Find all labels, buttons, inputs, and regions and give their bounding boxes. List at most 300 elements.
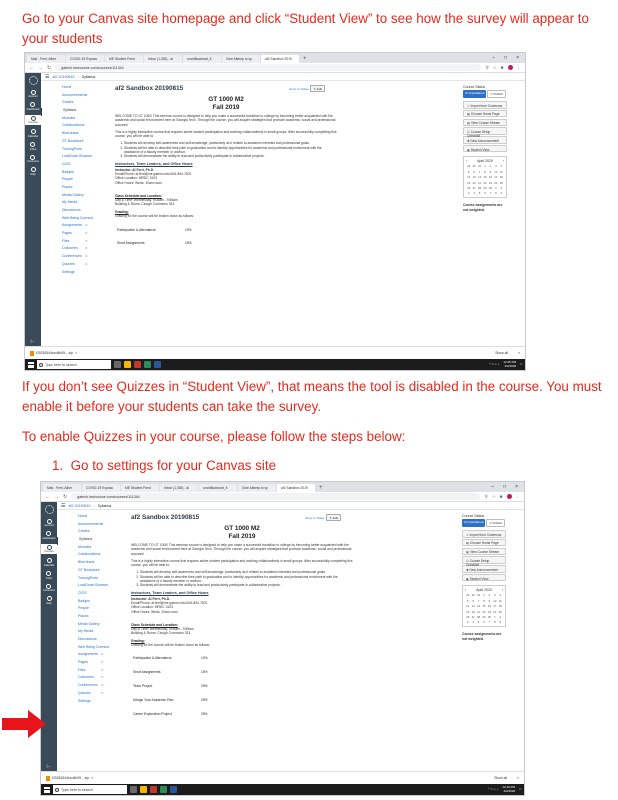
browser-tab[interactable]: Mail - Ferri, Alber	[43, 484, 81, 492]
download-item[interactable]: f25281544ecd4b05....zip ˄	[30, 351, 77, 356]
calendar-day[interactable]: 29	[466, 593, 470, 598]
calendar-day[interactable]: 28	[478, 186, 482, 191]
calendar-day[interactable]: 1	[483, 593, 485, 598]
instructor-name: Instructor: Al Ferri, Ph.D.	[115, 167, 155, 172]
close-downloads-icon[interactable]: ×	[517, 776, 519, 780]
edit-button[interactable]: ✎ Edit	[326, 514, 341, 521]
instructor-email: Email/Phone: al.ferri@me.gatech.edu/404-894-7502	[115, 171, 192, 176]
calendar-day[interactable]: 7	[477, 598, 480, 603]
calendar-day[interactable]: 9	[499, 620, 502, 625]
word-icon[interactable]	[154, 361, 161, 368]
global-nav-inbox[interactable]: Inbox	[30, 142, 36, 151]
objectives-list	[131, 570, 353, 587]
course-nav-bookstore[interactable]: GT Bookstore	[62, 138, 84, 143]
course-nav-syllabus[interactable]: Syllabus	[41, 108, 81, 116]
taskbar-search[interactable]: Type here to search	[37, 360, 111, 369]
calendar-day[interactable]: 26	[466, 615, 470, 620]
browser-tab-active[interactable]: af2 Sandbox 2019	[261, 55, 299, 63]
choose-home-page-button[interactable]: ▤ Choose Home Page	[463, 110, 507, 118]
calendar-next-icon[interactable]: ›	[501, 588, 503, 593]
collapse-nav-icon[interactable]: |←	[30, 338, 36, 343]
course-nav-people[interactable]: People	[78, 606, 89, 611]
breadcrumb-separator: ›	[93, 503, 95, 508]
windows-start-icon[interactable]	[44, 787, 50, 793]
calendar-day[interactable]: 17	[494, 175, 498, 180]
taskbar-search[interactable]: Type here to search	[53, 785, 127, 794]
chrome-icon[interactable]	[160, 786, 167, 793]
objective-item: 1. Students will develop self-awareness and self-knowledge, particularly as it relates to academic interests and professional goals.	[140, 570, 353, 574]
course-nav-files[interactable]: Files ⊘	[62, 238, 88, 243]
calendar-day[interactable]: 27	[471, 615, 475, 620]
calendar-day[interactable]: 4	[472, 620, 474, 625]
instructor-office: Office Location: MRDC 3103	[131, 605, 173, 610]
calendar-day[interactable]: 24	[493, 609, 497, 614]
course-nav-piazza[interactable]: Piazza	[62, 184, 73, 189]
browser-tab[interactable]: Inbox (1,036) - al	[160, 484, 198, 492]
menu-icon[interactable]: ⋮	[515, 493, 520, 499]
edit-button[interactable]: ✎ Edit	[310, 85, 325, 92]
student-view-button[interactable]: ◉ Student View	[463, 145, 507, 153]
calendar-day[interactable]: 23	[487, 609, 491, 614]
grading-note: Grading for the course will be broken down as follows:	[131, 643, 210, 648]
calendar-day[interactable]: 15	[482, 604, 486, 609]
calendar-day[interactable]: 10	[494, 169, 498, 174]
course-nav-conferences[interactable]: Conferences ⊘	[78, 683, 104, 688]
breadcrumb-course[interactable]: af2 20190815	[52, 74, 75, 79]
course-nav-web-being[interactable]: Web Being Connect	[78, 644, 110, 649]
course-navigation	[41, 85, 94, 277]
maximize-icon[interactable]: □	[504, 55, 508, 61]
course-nav-modules[interactable]: Modules	[62, 115, 76, 120]
extension-icon[interactable]: ■	[500, 65, 504, 70]
course-nav-discussions[interactable]: Discussions	[78, 637, 97, 641]
reload-icon[interactable]: ↻	[47, 64, 52, 71]
cortana-icon	[39, 363, 43, 367]
calendar-day[interactable]: 29	[483, 186, 487, 191]
calendar-day[interactable]: 18	[499, 175, 503, 180]
browser-tab[interactable]: ME Student Feed	[121, 484, 159, 492]
calendar-day[interactable]: 4	[473, 191, 475, 196]
calendar-day[interactable]: 14	[478, 175, 482, 180]
red-arrow-icon	[2, 710, 46, 738]
calendar-day[interactable]: 8	[494, 620, 496, 625]
tray-icons[interactable]: ⌃ □ ♨ ♪	[488, 361, 500, 366]
course-term: Fall 2019	[228, 533, 256, 540]
step-1-number: 1.	[52, 458, 64, 473]
calendar-day[interactable]: 7	[489, 191, 492, 196]
breadcrumb-separator: ›	[77, 74, 79, 79]
calendar-day[interactable]: 30	[471, 593, 475, 598]
calendar-day[interactable]: 7	[478, 169, 481, 174]
calendar-day[interactable]: 17	[493, 604, 497, 609]
objective-item: 1. Students will develop self-awareness and self-knowledge, particularly as it relates to academic interests and professional goals.	[124, 141, 337, 145]
calendar-day[interactable]: 20	[471, 609, 475, 614]
hidden-eye-icon: ⊘	[101, 667, 104, 672]
browser-tab[interactable]: Mail - Ferri, Alber	[27, 55, 65, 63]
course-nav-conferences[interactable]: Conferences ⊘	[62, 254, 88, 259]
file-explorer-icon[interactable]	[124, 361, 131, 368]
calendar-day[interactable]: 8	[483, 598, 485, 603]
calendar-day[interactable]: 25	[499, 180, 503, 185]
course-nav-grades[interactable]: Grades	[62, 100, 74, 105]
global-nav-courses[interactable]: Courses	[41, 544, 57, 555]
back-icon[interactable]: ←	[29, 64, 34, 71]
view-course-stream-button[interactable]: ▤ View Course Stream	[462, 548, 506, 556]
course-nav-assignments[interactable]: Assignments ⊘	[78, 652, 104, 657]
course-nav-quizzes[interactable]: Quizzes ⊘	[62, 261, 88, 266]
calendar-day[interactable]: 2	[499, 615, 502, 620]
collapse-nav-icon[interactable]: |←	[46, 763, 52, 768]
calendar-day[interactable]: 6	[484, 191, 486, 196]
star-icon[interactable]: ☆	[491, 493, 496, 499]
instructor-email: Email/Phone: al.ferri@me.gatech.edu/404-894-7502	[131, 600, 208, 605]
calendar-day[interactable]: 5	[466, 598, 469, 603]
calendar-day[interactable]: 6	[483, 620, 485, 625]
calendar-day[interactable]: 16	[487, 604, 491, 609]
new-announcement-button[interactable]: ✚ New Announcement	[463, 136, 507, 144]
calendar-day[interactable]: 7	[488, 620, 491, 625]
calendar-day[interactable]: 6	[472, 598, 474, 603]
calendar-day[interactable]: 2	[500, 186, 503, 191]
calendar-prev-icon[interactable]: ‹	[465, 588, 467, 593]
calendar-day[interactable]: 4	[500, 164, 503, 169]
browser-tab[interactable]: covidflowchart_fi	[199, 484, 237, 492]
calendar-day[interactable]: 30	[487, 615, 491, 620]
course-nav-settings[interactable]: Settings	[62, 269, 75, 274]
zoom-icon[interactable]: ⚲	[484, 493, 488, 499]
hidden-eye-icon: ⊘	[101, 690, 104, 695]
jump-to-today-link[interactable]: Jump to Today	[289, 86, 309, 91]
calendar-next-icon[interactable]: ›	[502, 159, 504, 164]
calendar-day[interactable]: 12	[466, 604, 470, 609]
course-nav-media-gallery[interactable]: Media Gallery	[78, 621, 100, 626]
task-view-icon[interactable]	[130, 786, 137, 793]
close-icon[interactable]: ×	[516, 55, 519, 61]
syllabus-content	[131, 514, 353, 716]
course-code: GT 1000 M2	[224, 525, 260, 532]
calendar-day[interactable]: 2	[489, 164, 492, 169]
close-downloads-icon[interactable]: ×	[518, 351, 520, 355]
schedule-time: Day & Time: Wednesday, 9:05am - 9:55am	[115, 197, 178, 202]
canvas-screenshot-top	[24, 52, 526, 371]
import-commons-button[interactable]: ⇩ Import from Commons	[462, 530, 506, 538]
hamburger-icon[interactable]: ☰	[61, 502, 66, 509]
url-input[interactable]: gatech.instructure.com/courses/111344	[71, 493, 480, 500]
hamburger-icon[interactable]: ☰	[45, 73, 50, 80]
view-course-stream-button[interactable]: ▤ View Course Stream	[463, 119, 507, 127]
global-nav-calendar[interactable]: Calendar	[44, 558, 55, 567]
calendar-day[interactable]: 4	[499, 593, 502, 598]
calendar-day[interactable]: 26	[467, 186, 471, 191]
enable-quizzes-intro: To enable Quizzes in your course, please follow the steps below:	[22, 429, 406, 444]
course-nav-web-being[interactable]: Web Being Connect	[62, 215, 94, 220]
course-nav-bookstore[interactable]: GT Bookstore	[78, 567, 100, 572]
calendar-day[interactable]: 1	[495, 186, 497, 191]
gatech-logo[interactable]	[29, 76, 38, 86]
minimize-icon[interactable]: –	[492, 55, 496, 61]
tray-icons[interactable]: ⌃ □ ♨ ♪	[487, 786, 499, 791]
course-nav-announcements[interactable]: Announcements	[62, 92, 88, 97]
calendar-day[interactable]: 9	[500, 191, 503, 196]
new-tab-button[interactable]: +	[303, 56, 307, 62]
calendar-day[interactable]: 21	[478, 180, 482, 185]
forward-icon[interactable]: →	[38, 64, 43, 71]
calendar-day[interactable]: 19	[467, 180, 471, 185]
calendar-day[interactable]: 19	[466, 609, 470, 614]
new-tab-button[interactable]: +	[319, 485, 323, 491]
breadcrumb-course[interactable]: af2 20190815	[68, 503, 91, 508]
notification-icon[interactable]: □	[520, 361, 522, 366]
breadcrumb	[57, 502, 524, 510]
course-nav-collaborations[interactable]: Collaborations	[62, 123, 85, 128]
menu-icon[interactable]: ⋮	[516, 64, 521, 70]
quizzes-note: If you don’t see Quizzes in “Student View”, that means the tool is disabled in the course. You must enable it before your students can take the survey.	[22, 379, 602, 414]
course-nav-piazza[interactable]: Piazza	[78, 613, 89, 618]
chevron-up-icon[interactable]: ˄	[75, 351, 78, 355]
calendar-day[interactable]: 3	[466, 620, 469, 625]
course-navigation	[57, 514, 110, 706]
calendar-day[interactable]: 2	[488, 593, 491, 598]
student-view-button[interactable]: ◉ Student View	[462, 574, 506, 582]
calendar-day[interactable]: 6	[473, 169, 475, 174]
calendar-day[interactable]: 1	[494, 615, 496, 620]
browser-tab[interactable]: ME Student Feed	[105, 55, 143, 63]
choose-home-page-button[interactable]: ▤ Choose Home Page	[462, 539, 506, 547]
calendar-day[interactable]: 3	[495, 164, 497, 169]
calendar-day[interactable]: 3	[467, 191, 470, 196]
course-nav-syllabus[interactable]: Syllabus	[57, 537, 97, 545]
global-nav-commons[interactable]: Commons	[27, 155, 39, 164]
browser-tabbar	[41, 482, 524, 492]
course-status-label: Course Status	[462, 514, 485, 518]
calendar-day[interactable]: 11	[499, 169, 503, 174]
calendar-day[interactable]: 12	[467, 175, 471, 180]
course-nav-turningpoint[interactable]: TurningPoint	[78, 575, 98, 580]
calendar-day[interactable]: 18	[498, 604, 502, 609]
import-commons-button[interactable]: ⇩ Import from Commons	[463, 101, 507, 109]
course-nav-media-gallery[interactable]: Media Gallery	[62, 192, 84, 197]
minimize-icon[interactable]: –	[491, 484, 495, 490]
browser-tab[interactable]: Give Attemp to sy	[222, 55, 260, 63]
breadcrumb	[41, 73, 525, 81]
profile-avatar[interactable]	[508, 65, 513, 70]
calendar-day[interactable]: 5	[477, 620, 480, 625]
publish-button[interactable]: ✔ Publish	[486, 519, 505, 527]
course-nav-my-media[interactable]: My Media	[62, 200, 78, 205]
calendar-day[interactable]: 9	[488, 598, 491, 603]
calendar-day[interactable]: 8	[495, 191, 497, 196]
course-nav-pages[interactable]: Pages ⊘	[62, 231, 88, 236]
course-nav-outcomes[interactable]: Outcomes ⊘	[78, 675, 104, 680]
calendar-day[interactable]: 20	[472, 180, 476, 185]
calendar-day[interactable]: 10	[493, 598, 497, 603]
global-nav-calendar[interactable]: Calendar	[28, 129, 39, 138]
course-nav-settings[interactable]: Settings	[78, 698, 91, 703]
calendar-day[interactable]: 30	[472, 164, 476, 169]
calendar-day[interactable]: 30	[488, 186, 492, 191]
close-icon[interactable]: ×	[515, 484, 518, 490]
syllabus-content	[115, 85, 337, 245]
calendar-day[interactable]: 31	[477, 593, 481, 598]
calendar-day[interactable]: 22	[482, 609, 486, 614]
global-nav-dashboard[interactable]: Dashboard	[27, 102, 40, 111]
grade-row: Team Project 25%	[133, 683, 208, 688]
calendar-day[interactable]: 29	[482, 615, 486, 620]
chevron-up-icon[interactable]: ˄	[91, 776, 94, 780]
calendar-day[interactable]: 21	[477, 609, 481, 614]
calendar-month: April 2020	[477, 159, 493, 164]
calendar-day[interactable]: 29	[467, 164, 471, 169]
global-nav-help[interactable]: Help	[30, 167, 35, 176]
zoom-icon[interactable]: ⚲	[485, 64, 489, 70]
browser-tab[interactable]: COVID-19 Exposu	[66, 55, 104, 63]
course-nav-collaborations[interactable]: Collaborations	[78, 552, 101, 557]
browser-tab[interactable]: Inbox (1,036) - al	[144, 55, 182, 63]
course-nav-announcements[interactable]: Announcements	[78, 521, 104, 526]
calendar-day[interactable]: 15	[483, 175, 487, 180]
grade-row: Participation & Attendance 10%	[117, 227, 192, 232]
forward-icon[interactable]: →	[54, 493, 59, 500]
course-nav-modules[interactable]: Modules	[78, 544, 92, 549]
global-nav-help[interactable]: Help	[46, 596, 51, 605]
publish-button[interactable]: ✔ Publish	[487, 90, 506, 98]
course-nav-assignments[interactable]: Assignments ⊘	[62, 223, 88, 228]
global-nav-account[interactable]: Account	[28, 90, 37, 99]
calendar-day[interactable]: 16	[488, 175, 492, 180]
system-tray	[487, 786, 521, 793]
calendar-day[interactable]: 31	[478, 164, 482, 169]
calendar-day[interactable]: 27	[472, 186, 476, 191]
url-input[interactable]: gatech.instructure.com/courses/111344	[55, 64, 481, 71]
powerpoint-icon[interactable]	[134, 361, 141, 368]
course-nav-files[interactable]: Files ⊘	[78, 667, 104, 672]
download-item[interactable]: f25281544ecd4b05....zip ˄	[46, 776, 93, 781]
calendar-prev-icon[interactable]: ‹	[466, 159, 468, 164]
global-nav-commons[interactable]: Commons	[43, 584, 55, 593]
clock-time: 12:16 PM	[502, 784, 516, 789]
global-nav-courses[interactable]: Courses	[25, 115, 41, 126]
calendar-day[interactable]: 5	[467, 169, 470, 174]
grade-row: Short Assignments 15%	[133, 669, 208, 674]
gatech-logo[interactable]	[45, 505, 54, 515]
course-setup-checklist-button[interactable]: ☑ Course Setup Checklist	[463, 127, 507, 135]
course-setup-checklist-button[interactable]: ☑ Course Setup Checklist	[462, 556, 506, 564]
schedule-info	[131, 627, 353, 636]
back-icon[interactable]: ←	[45, 493, 50, 500]
calendar-day[interactable]: 13	[472, 175, 476, 180]
calendar-day[interactable]: 23	[488, 180, 492, 185]
schedule-info	[115, 198, 337, 207]
course-nav-my-media[interactable]: My Media	[78, 629, 94, 634]
calendar-day[interactable]: 1	[484, 164, 486, 169]
grade-row: Career Exploration Project 25%	[133, 711, 208, 716]
profile-avatar[interactable]	[507, 494, 512, 499]
course-nav-lockdown[interactable]: LockDown Browser	[62, 154, 93, 159]
browser-tab-active[interactable]: af2 Sandbox 2019	[277, 484, 315, 492]
clock-date: 4/2/2020	[504, 363, 517, 368]
course-nav-cios[interactable]: CIOS	[62, 161, 71, 166]
calendar-day[interactable]: 3	[494, 593, 496, 598]
calendar-day[interactable]: 24	[494, 180, 498, 185]
maximize-icon[interactable]: □	[503, 484, 507, 490]
file-icon	[46, 776, 50, 781]
calendar-day[interactable]: 28	[477, 615, 481, 620]
course-code: GT 1000 M2	[208, 96, 244, 103]
chrome-icon[interactable]	[144, 361, 151, 368]
schedule-room: Building & Room: Clough Commons 323	[131, 631, 191, 636]
global-nav-inbox[interactable]: Inbox	[46, 571, 52, 580]
calendar-days	[465, 593, 503, 624]
windows-taskbar	[25, 359, 525, 370]
course-nav-grades[interactable]: Grades	[78, 529, 90, 534]
calendar-day[interactable]: 14	[477, 604, 481, 609]
schedule-heading: Class Schedule and Location:	[131, 622, 178, 627]
calendar-day[interactable]: 5	[478, 191, 481, 196]
reload-icon[interactable]: ↻	[63, 493, 68, 500]
notification-icon[interactable]: □	[519, 786, 521, 791]
browser-tab[interactable]: COVID-19 Exposu	[82, 484, 120, 492]
new-announcement-button[interactable]: ✚ New Announcement	[462, 565, 506, 573]
jump-to-today-link[interactable]: Jump to Today	[305, 515, 325, 520]
address-bar-row	[25, 63, 525, 73]
clock-time: 12:25 PM	[503, 359, 517, 364]
course-nav-badges[interactable]: Badges	[78, 598, 90, 603]
show-all-button[interactable]: Show all	[494, 776, 508, 780]
course-nav-home[interactable]: Home	[78, 514, 88, 518]
windows-start-icon[interactable]	[28, 362, 34, 368]
course-nav-bluejeans[interactable]: BlueJeans	[62, 131, 79, 136]
unpublished-button[interactable]: ⊘ Unpublished	[463, 90, 486, 98]
course-nav-quizzes[interactable]: Quizzes ⊘	[78, 690, 104, 695]
course-nav-cios[interactable]: CIOS	[78, 590, 87, 595]
course-nav-outcomes[interactable]: Outcomes ⊘	[62, 246, 88, 251]
file-explorer-icon[interactable]	[140, 786, 147, 793]
course-nav-turningpoint[interactable]: TurningPoint	[62, 146, 82, 151]
extension-icon[interactable]: ■	[499, 494, 503, 499]
instructors-heading: Instructors, Team Leaders, and Office Hours	[131, 590, 209, 595]
global-navigation	[25, 73, 41, 346]
course-nav-discussions[interactable]: Discussions	[62, 208, 81, 212]
show-all-button[interactable]: Show all	[495, 351, 509, 355]
course-nav-people[interactable]: People	[62, 177, 73, 182]
course-nav-lockdown[interactable]: LockDown Browser	[78, 583, 109, 588]
calendar-day[interactable]: 8	[484, 169, 486, 174]
objective-item: 3. Students will demonstrate the ability to lead and productively participate in collaborative projects.	[140, 583, 353, 587]
unpublished-button[interactable]: ⊘ Unpublished	[462, 519, 485, 527]
course-nav-pages[interactable]: Pages ⊘	[78, 660, 104, 665]
task-view-icon[interactable]	[114, 361, 121, 368]
calendar-day[interactable]: 11	[498, 598, 502, 603]
calendar-day[interactable]: 9	[489, 169, 492, 174]
browser-tab[interactable]: covidflowchart_fi	[183, 55, 221, 63]
star-icon[interactable]: ☆	[492, 64, 497, 70]
hidden-eye-icon: ⊘	[85, 231, 88, 236]
word-icon[interactable]	[170, 786, 177, 793]
windows-taskbar	[41, 784, 524, 795]
powerpoint-icon[interactable]	[150, 786, 157, 793]
grade-row: Design Your Academic Plan 25%	[133, 697, 208, 702]
calendar-day[interactable]: 25	[498, 609, 502, 614]
browser-tab[interactable]: Give Attemp to sy	[238, 484, 276, 492]
course-nav-bluejeans[interactable]: BlueJeans	[78, 560, 95, 565]
calendar-day[interactable]: 13	[471, 604, 475, 609]
global-nav-dashboard[interactable]: Dashboard	[43, 531, 56, 540]
course-nav-badges[interactable]: Badges	[62, 169, 74, 174]
calendar-day[interactable]: 22	[483, 180, 487, 185]
global-nav-account[interactable]: Account	[44, 519, 53, 528]
hidden-eye-icon: ⊘	[101, 683, 104, 688]
course-nav-home[interactable]: Home	[62, 85, 72, 89]
